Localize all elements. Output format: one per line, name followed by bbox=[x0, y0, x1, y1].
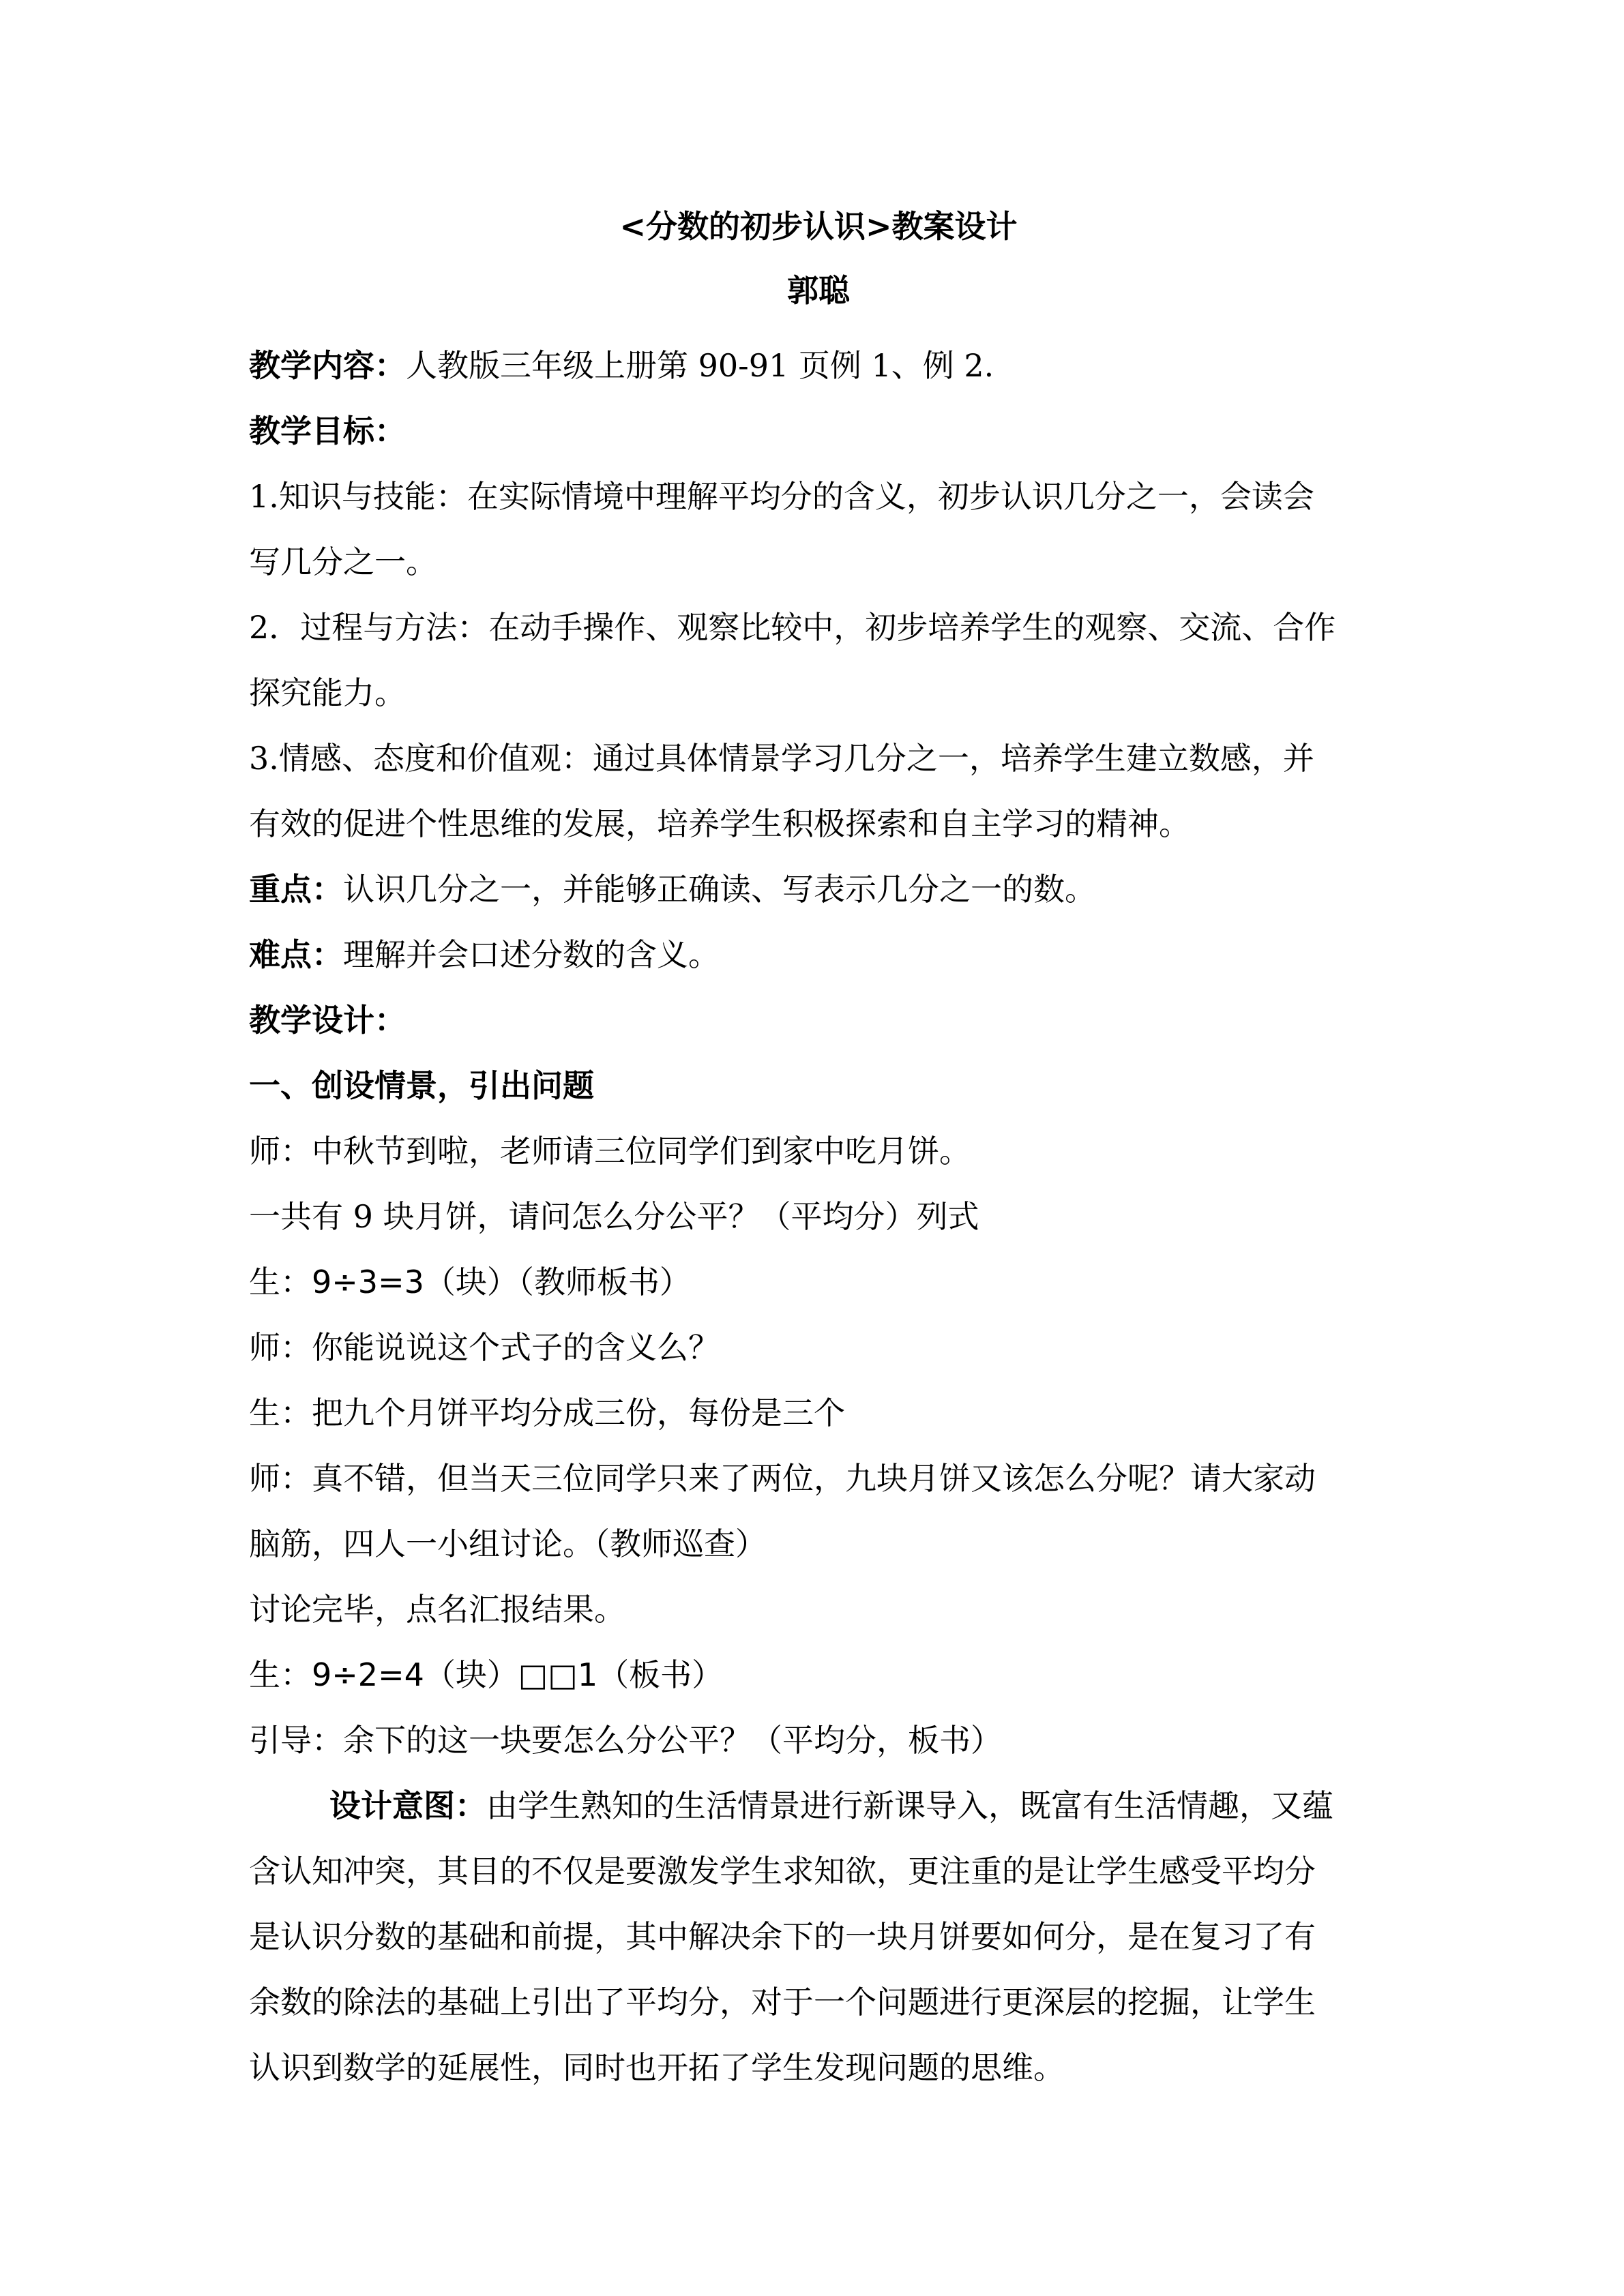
teaching-content-text: 人教版三年级上册第 90-91 页例 1、例 2. bbox=[406, 347, 994, 384]
difficulty-text: 理解并会口述分数的含义。 bbox=[343, 936, 720, 973]
dialogue-line-3-suffix: （块）（教师板书） bbox=[424, 1264, 691, 1300]
key-point-label: 重点： bbox=[249, 871, 343, 908]
teaching-goals-heading: 教学目标： bbox=[249, 413, 406, 449]
goal3-line2: 有效的促进个性思维的发展，培养学生积极探索和自主学习的精神。 bbox=[249, 805, 1190, 842]
goal1-line1: 1.知识与技能：在实际情境中理解平均分的含义，初步认识几分之一，会读会 bbox=[249, 478, 1314, 515]
dialogue-line-8-unit: （块） bbox=[424, 1656, 518, 1693]
dialogue-line-3-prefix: 生： bbox=[249, 1264, 312, 1300]
dialogue-line-6b: 脑筋，四人一小组讨论。（教师巡查） bbox=[249, 1525, 767, 1562]
dialogue-line-2: 一共有 9 块月饼，请问怎么分公平？（平均分）列式 bbox=[249, 1198, 979, 1235]
dialogue-line-8-prefix: 生： bbox=[249, 1656, 312, 1693]
teaching-content-line bbox=[249, 333, 1388, 398]
section1-heading: 一、创设情景，引出问题 bbox=[249, 1067, 594, 1104]
document-author: 郭聪 bbox=[787, 272, 850, 309]
design-intent-line2: 含认知冲突，其目的不仅是要激发学生求知欲，更注重的是让学生感受平均分 bbox=[249, 1853, 1316, 1890]
goal2-line1: 2．过程与方法：在动手操作、观察比较中，初步培养学生的观察、交流、合作 bbox=[249, 609, 1336, 646]
teaching-design-heading: 教学设计： bbox=[249, 1002, 406, 1039]
dialogue-line-1: 师：中秋节到啦，老师请三位同学们到家中吃月饼。 bbox=[249, 1133, 971, 1169]
dialogue-line-9: 引导：余下的这一块要怎么分公平？（平均分，板书） bbox=[249, 1722, 1002, 1759]
goal1-line2: 写几分之一。 bbox=[249, 543, 437, 580]
dialogue-line-8-suffix: （板书） bbox=[597, 1656, 724, 1693]
dialogue-line-6a: 师：真不错，但当天三位同学只来了两位，九块月饼又该怎么分呢？请大家动 bbox=[249, 1460, 1316, 1497]
missing-glyph-boxes: □□ bbox=[518, 1656, 578, 1693]
dialogue-line-4: 师：你能说说这个式子的含义么？ bbox=[249, 1329, 720, 1366]
goal3-line1: 3.情感、态度和价值观：通过具体情景学习几分之一，培养学生建立数感，并 bbox=[249, 740, 1314, 777]
design-intent-line4: 余数的除法的基础上引出了平均分，对于一个问题进行更深层的挖掘，让学生 bbox=[249, 1984, 1316, 2021]
dialogue-line-3 bbox=[249, 1249, 1388, 1315]
design-intent-line1 bbox=[249, 1773, 1388, 1838]
goal2-line2: 探究能力。 bbox=[249, 674, 406, 711]
remainder-value: 1 bbox=[577, 1656, 598, 1693]
key-point-line bbox=[249, 856, 1388, 922]
document-title: <分数的初步认识>教案设计 bbox=[619, 208, 1018, 245]
formula-9-div-2: 9÷2=4 bbox=[312, 1656, 424, 1693]
difficulty-line bbox=[249, 922, 1388, 987]
design-intent-label: 设计意图： bbox=[329, 1787, 486, 1824]
dialogue-line-7: 讨论完毕，点名汇报结果。 bbox=[249, 1591, 625, 1628]
design-intent-line3: 是认识分数的基础和前提，其中解决余下的一块月饼要如何分，是在复习了有 bbox=[249, 1918, 1316, 1955]
document-body bbox=[249, 205, 1388, 2100]
design-intent-line5: 认识到数学的延展性，同时也开拓了学生发现问题的思维。 bbox=[249, 2049, 1065, 2086]
formula-9-div-3: 9÷3=3 bbox=[312, 1264, 424, 1300]
design-intent-text-1: 由学生熟知的生活情景进行新课导入，既富有生活情趣，又蕴 bbox=[486, 1787, 1333, 1824]
dialogue-line-5: 生：把九个月饼平均分成三份，每份是三个 bbox=[249, 1395, 845, 1431]
difficulty-label: 难点： bbox=[249, 936, 343, 973]
dialogue-line-8 bbox=[249, 1642, 1388, 1708]
key-point-text: 认识几分之一，并能够正确读、写表示几分之一的数。 bbox=[343, 871, 1096, 908]
teaching-content-label: 教学内容： bbox=[249, 347, 406, 384]
